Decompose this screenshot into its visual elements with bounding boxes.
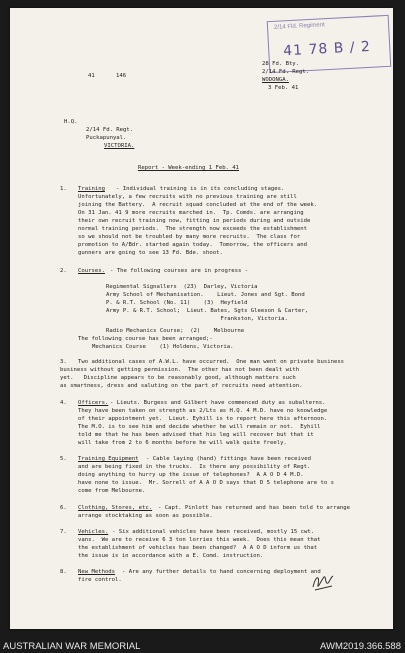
stamp-reference: 41 78 B / 2 [282,38,372,60]
item-number: 5. [60,456,67,462]
item-heading: Vehicles. [78,529,109,535]
archive-footer [0,640,405,653]
item-line: their own recruit training now, fitting in periods during and outside [78,218,311,224]
archive-name: AUSTRALIAN WAR MEMORIAL [3,641,141,652]
item-line: Two additional cases of A.W.L. have occurred. One man went on private business [78,359,345,365]
item-line: joining the Battery. A recruit squad concluded at the end of the week. [78,202,318,208]
course-line: P. & R.T. School (No. 11) (3) Heyfield [106,300,248,306]
item-line: - Are any further details to hand concerning deployment and [122,569,321,575]
item-number: 2. [60,268,67,274]
item-number: 3. [60,359,67,365]
item-line: Unfortunately, a few recruits with no previous training are still [78,194,297,200]
address-line-4: VICTORIA. [104,143,135,149]
item-line: - The following courses are in progress - [110,268,249,274]
item-line: On 31 Jan. 41 9 more recruits marched in. Tp. Comds. are arranging [78,210,304,216]
item-line: the issue is in accordance with a E. Comd. instruction. [78,553,264,559]
item-line: will take from 2 to 6 months before he will walk quite freely. [78,440,287,446]
item-heading: Courses. [78,268,105,274]
item-line: gunners are going to see 13 Fd. Bde. shoot. [78,250,223,256]
ref-number-2: 146 [116,73,127,79]
ref-number-1: 41 [88,73,95,79]
item-line: - Individual training is in its concluding stages. [116,186,285,192]
item-line: told me that he has been advised that his leg will recover but that it [78,432,314,438]
item-line: of their appointment yet. Lieut. Eyhill is to report here this afternoon. [78,416,328,422]
address-line-2: 2/14 Fd. Regt. [86,127,134,133]
address-line-3: Puckapunyal. [86,135,127,141]
item-line: - Cable laying (hand) fittings have been received [146,456,312,462]
item-line: normal training periods. The strength now exceeds the establishment [78,226,308,232]
item-line: vans. We are to receive 6 3 ton lorries this week. Does this mean that [78,537,321,543]
address-line-1: H.Q. [64,119,78,125]
item-line: the establishment of vehicles has been changed? A A O D inform us that [78,545,318,551]
item-line: business without getting permission. The other has not been dealt with [60,367,300,373]
item-heading: Training Equipment [78,456,139,462]
archive-reference: AWM2019.366.588 [320,641,401,652]
item-line: so we should not be troubled by many more recruits. The class for [78,234,301,240]
course-line: Regimental Signallers (23) Darley, Victoria [106,284,258,290]
course-line: Army School of Mechanisation. Lieut. Jones and Sgt. Bond [106,292,305,298]
document-page [10,8,393,629]
handwritten-signature [310,571,336,593]
item-line: - Lieuts. Burgess and Gilbert have commenced duty as subalterns. [110,400,326,406]
item-line: yet. Discipline appears to be reasonably good, although matters such [60,375,296,381]
stamp-title: 2/14 Fld. Regiment [273,22,325,31]
item-line: promotion to A/Bdr. started again today. Tomorrow, the officers and [78,242,308,248]
item-heading: Clothing, Stores, etc. [78,505,153,511]
item-line: The M.O. is to see him and decide whether he will remain or not. Eyhill [78,424,321,430]
item-number: 4. [60,400,67,406]
item-heading: Officers. [78,400,109,406]
item-heading: Training [78,186,105,192]
item-line: have none to issue. Mr. Sorrell of A A O D says that D 5 telephone are to s [78,480,334,486]
course-line: Mechanics Course (1) Holdens, Victoria. [92,344,234,350]
item-line: doing anything to hurry up the issue of telephones? A A O D 4 M.D. [78,472,304,478]
course-line: Frankston, Victoria. [106,316,288,322]
course-line: Radio Mechanics Course; (2) Melbourne [106,328,245,334]
report-title: Report - Week-ending 1 Feb. 41 [138,165,240,171]
sender-location: WODONGA. [262,77,289,83]
course-line: The following course has been arranged;- [78,336,213,342]
letter-date: 3 Feb. 41 [268,85,299,91]
item-heading: New Methods [78,569,116,575]
item-line: - Six additional vehicles have been received, mostly 15 cwt. [112,529,315,535]
item-number: 7. [60,529,67,535]
item-number: 8. [60,569,67,575]
item-number: 1. [60,186,67,192]
course-line: Army P. & R.T. School; Lieut. Bates, Sgts Gleeson & Carter, [106,308,309,314]
item-line: - Capt. Pinlott has returned and has been told to arrange [158,505,350,511]
sender-regiment: 2/14 Fd. Regt. [262,69,310,75]
item-line: come from Melbourne. [78,488,146,494]
item-line: They have been taken on strength as 2/Lts as H.Q. 4 M.D. have no knowledge [78,408,328,414]
item-number: 6. [60,505,67,511]
sender-unit: 28 Fd. Bty. [262,61,300,67]
item-line: arrange stocktaking as soon as possible. [78,513,213,519]
item-line: fire control. [78,577,122,583]
item-line: as smartness, dress and saluting on the part of recruits need attention. [60,383,303,389]
item-line: and are being fixed in the trucks. Is there any possibility of Regt. [78,464,311,470]
